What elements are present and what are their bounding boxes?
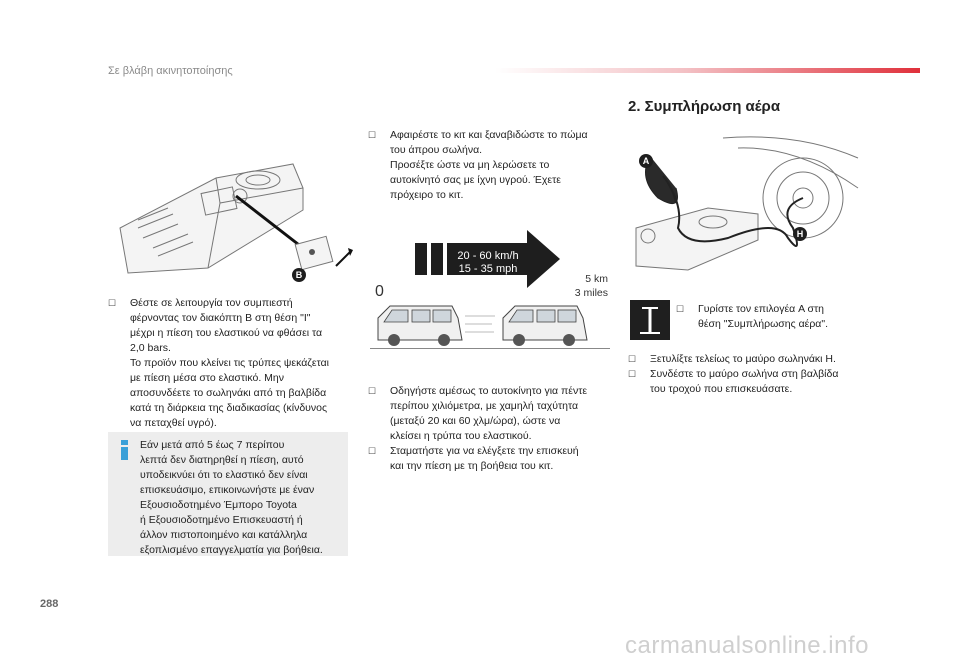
line: του άπρου σωλήνα. (390, 144, 483, 156)
line: θέση "Συμπλήρωσης αέρα". (698, 318, 829, 330)
instruction-connect-hose (628, 367, 918, 397)
distance-label (560, 272, 608, 300)
watermark: carmanualsonline.info (625, 632, 869, 659)
inflation-illustration (628, 128, 868, 288)
line: Θέστε σε λειτουργία τον συμπιεστή (130, 297, 293, 309)
line: μέχρι η πίεση του ελαστικού να φθάσει τα (130, 327, 323, 339)
page-number: 288 (40, 598, 59, 610)
speed-mph: 15 - 35 mph (458, 263, 518, 275)
line: Το προϊόν που κλείνει τις τρύπες ψεκάζεται (130, 357, 329, 369)
line: Συνδέστε το μαύρο σωλήνα στη βαλβίδα (650, 368, 839, 380)
line: φέρνοντας τον διακόπτη B στη θέση "I" (130, 312, 311, 324)
line: Εάν μετά από 5 έως 7 περίπου (140, 439, 285, 451)
line: με πίεση μέσα στο ελαστικό. Μην (130, 372, 285, 384)
compressor-switch-illustration (108, 148, 358, 288)
instruction-note (108, 356, 358, 431)
callout-h: H (793, 227, 807, 241)
line: Προσέξτε ώστε να μη λερώσετε το (390, 159, 550, 171)
info-box (108, 432, 348, 556)
middle-instructions-bottom (368, 384, 618, 474)
line: επισκευάσιμο, επικοινωνήστε με έναν (140, 484, 315, 496)
line: άλλον πιστοποιημένο και κατάλληλα (140, 529, 308, 541)
right-instructions-bottom (628, 352, 918, 397)
info-icon (120, 440, 129, 460)
bullet-arrow-icon: ☐ (368, 386, 377, 396)
line: και την πίεση με τη βοήθεια του κιτ. (390, 460, 554, 472)
tyre-pump-icon (630, 300, 670, 340)
instruction-turn-selector (676, 302, 906, 332)
callout-a: A (639, 154, 653, 168)
header-accent-bar (495, 68, 920, 73)
bullet-arrow-icon: ☐ (108, 298, 117, 308)
instruction-remove-kit (368, 128, 618, 158)
bullet-arrow-icon: ☐ (676, 304, 685, 314)
section-header: Σε βλάβη ακινητοποίησης (108, 65, 233, 77)
line: του τροχού που επισκευάσατε. (650, 383, 793, 395)
line: κατά τη διάρκεια της διαδικασίας (κίνδυνος (130, 402, 328, 414)
line: 2,0 bars. (130, 342, 171, 354)
bullet-arrow-icon: ☐ (628, 354, 637, 364)
divider (370, 348, 610, 349)
instruction-note (368, 158, 618, 203)
line: κλείσει η τρύπα του ελαστικού. (390, 430, 532, 442)
line: Σταματήστε για να ελέγξετε την επισκευή (390, 445, 579, 457)
line: υποδεικνύει ότι το ελαστικό δεν είναι (140, 469, 308, 481)
line: αυτοκίνητό σας με ίχνη υγρού. Έχετε (390, 174, 561, 186)
line: Ξετυλίξτε τελείως το μαύρο σωληνάκι H. (650, 353, 836, 365)
callout-b: B (292, 268, 306, 282)
line: Γυρίστε τον επιλογέα A στη (698, 303, 824, 315)
van-icon (378, 306, 462, 346)
start-label: 0 (375, 283, 384, 300)
instruction-unroll-hose (628, 352, 918, 367)
bullet-item (676, 302, 906, 332)
line: (μεταξύ 20 και 60 χλμ/ώρα), ώστε να (390, 415, 561, 427)
speed-kmh: 20 - 60 km/h (457, 250, 519, 262)
distance-km: 5 km (585, 273, 608, 285)
info-text (140, 438, 345, 558)
line: να πεταχθεί υγρό). (130, 417, 217, 429)
line: εξοπλισμένο επαγγελματία για βοήθεια. (140, 544, 323, 556)
instruction-start-compressor (108, 296, 358, 356)
middle-instructions-top (368, 128, 618, 203)
line: Οδηγήστε αμέσως το αυτοκίνητο για πέντε (390, 385, 588, 397)
instruction-drive (368, 384, 618, 444)
line: περίπου χιλιόμετρα, με χαμηλή ταχύτητα (390, 400, 579, 412)
bullet-arrow-icon: ☐ (368, 130, 377, 140)
speed-label (448, 250, 528, 276)
van-icon (503, 306, 587, 346)
line: πρόχειρο το κιτ. (390, 189, 464, 201)
line: Αφαιρέστε το κιτ και ξαναβιδώστε το πώμα (390, 129, 588, 141)
vans-driving-illustration (370, 298, 610, 348)
line: λεπτά δεν διατηρηθεί η πίεση, αυτό (140, 454, 304, 466)
distance-miles: 3 miles (574, 287, 608, 299)
line: ή Εξουσιοδοτημένο Επισκευαστή ή (140, 514, 303, 526)
instruction-check (368, 444, 618, 474)
bullet-arrow-icon: ☐ (628, 369, 637, 379)
line: αποσυνδέετε το σωληνάκι από τη βαλβίδα (130, 387, 327, 399)
section-title: 2. Συμπλήρωση αέρα (628, 98, 781, 115)
line: Εξουσιοδοτημένο Έμπορο Toyota (140, 499, 297, 511)
left-instructions (108, 296, 358, 431)
bullet-arrow-icon: ☐ (368, 446, 377, 456)
